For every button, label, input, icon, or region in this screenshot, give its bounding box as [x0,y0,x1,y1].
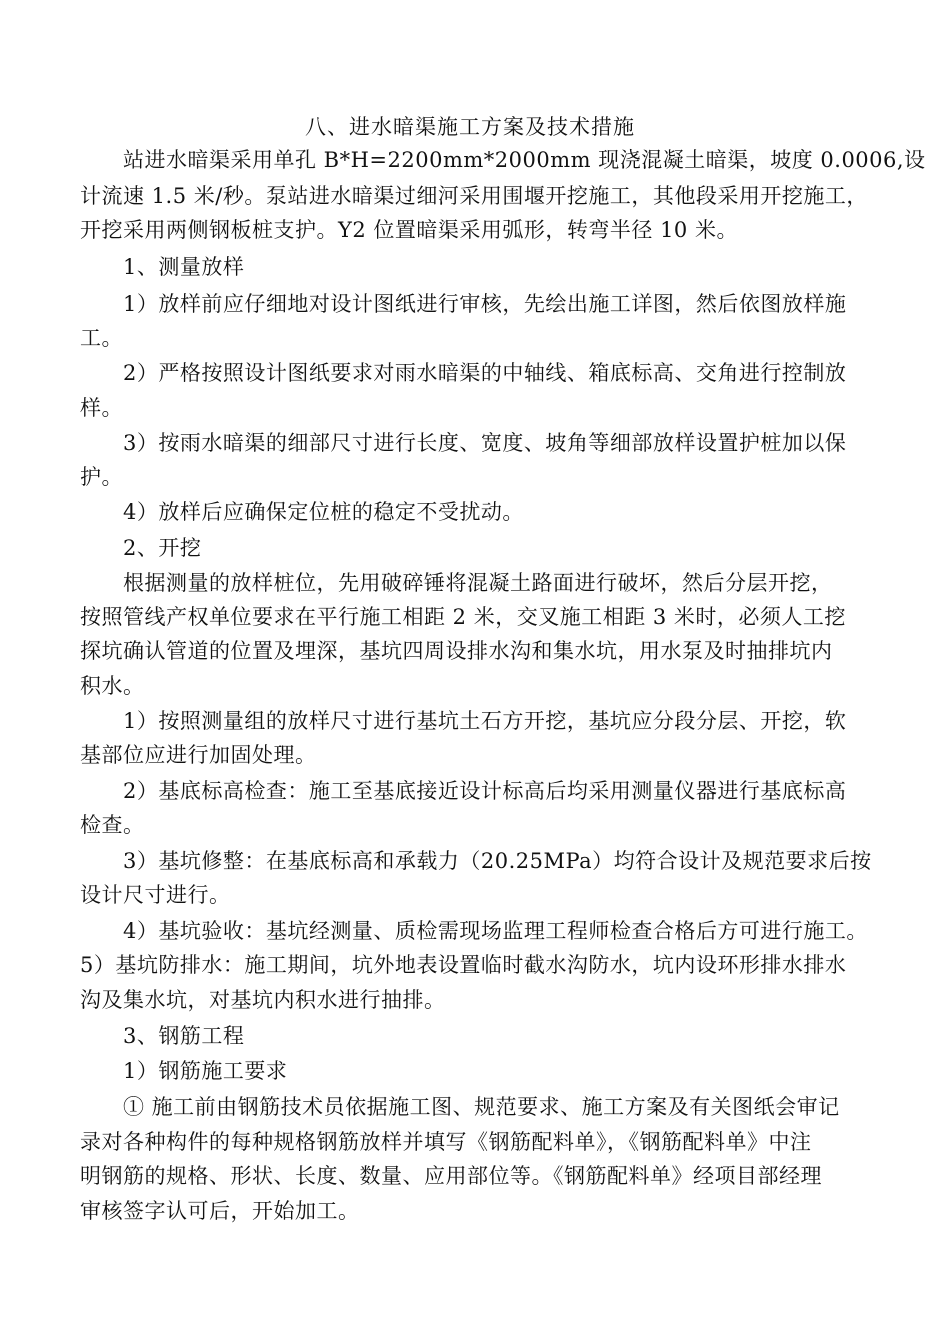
paragraph-line: 1）放样前应仔细地对设计图纸进行审核，先绘出施工详图，然后依图放样施 [123,292,847,316]
page-title: 八、进水暗渠施工方案及技术措施 [305,115,635,139]
paragraph-line: 3）基坑修整：在基底标高和承载力（20.25MPa）均符合设计及规范要求后按 [123,849,872,873]
paragraph-line: 积水。 [80,674,145,698]
paragraph-line: 站进水暗渠采用单孔 B*H=2200mm*2000mm 现浇混凝土暗渠，坡度 0.0006,设 [123,148,926,172]
paragraph-line: 明钢筋的规格、形状、长度、数量、应用部位等。《钢筋配料单》经项目部经理 [80,1164,822,1188]
paragraph-line: 设计尺寸进行。 [80,883,231,907]
paragraph-line: 计流速 1.5 米/秒。泵站进水暗渠过细河采用围堰开挖施工，其他段采用开挖施工， [80,184,868,208]
subsection-heading: 1）钢筋施工要求 [123,1059,288,1083]
section-heading: 2、开挖 [123,536,202,560]
paragraph-line: 根据测量的放样桩位，先用破碎锤将混凝土路面进行破坏，然后分层开挖， [123,571,833,595]
paragraph-line: 4）放样后应确保定位桩的稳定不受扰动。 [123,500,524,524]
section-heading: 1、测量放样 [123,255,245,279]
paragraph-line: 护。 [80,465,123,489]
paragraph-line: 5）基坑防排水：施工期间，坑外地表设置临时截水沟防水，坑内设环形排水排水 [80,953,847,977]
paragraph-line: 4）基坑验收：基坑经测量、质检需现场监理工程师检查合格后方可进行施工。 [123,919,868,943]
paragraph-line: 沟及集水坑，对基坑内积水进行抽排。 [80,988,446,1012]
paragraph-line: 样。 [80,396,123,420]
paragraph-line: 探坑确认管道的位置及埋深，基坑四周设排水沟和集水坑，用水泵及时抽排坑内 [80,639,833,663]
paragraph-line: 检查。 [80,813,145,837]
section-heading: 3、钢筋工程 [123,1024,245,1048]
paragraph-line: 审核签字认可后，开始加工。 [80,1199,360,1223]
paragraph-line: 3）按雨水暗渠的细部尺寸进行长度、宽度、坡角等细部放样设置护桩加以保 [123,431,847,455]
paragraph-line: 工。 [80,326,123,350]
paragraph-line: 2）严格按照设计图纸要求对雨水暗渠的中轴线、箱底标高、交角进行控制放 [123,361,847,385]
paragraph-line: 开挖采用两侧钢板桩支护。Y2 位置暗渠采用弧形，转弯半径 10 米。 [80,218,738,242]
paragraph-line: 录对各种构件的每种规格钢筋放样并填写《钢筋配料单》，《钢筋配料单》中注 [80,1130,812,1154]
paragraph-line: 2）基底标高检查：施工至基底接近设计标高后均采用测量仪器进行基底标高 [123,779,847,803]
paragraph-line: 1）按照测量组的放样尺寸进行基坑土石方开挖，基坑应分段分层、开挖，软 [123,709,847,733]
paragraph-line: 基部位应进行加固处理。 [80,743,317,767]
paragraph-line: ① 施工前由钢筋技术员依据施工图、规范要求、施工方案及有关图纸会审记 [123,1095,840,1119]
paragraph-line: 按照管线产权单位要求在平行施工相距 2 米，交叉施工相距 3 米时，必须人工挖 [80,605,846,629]
